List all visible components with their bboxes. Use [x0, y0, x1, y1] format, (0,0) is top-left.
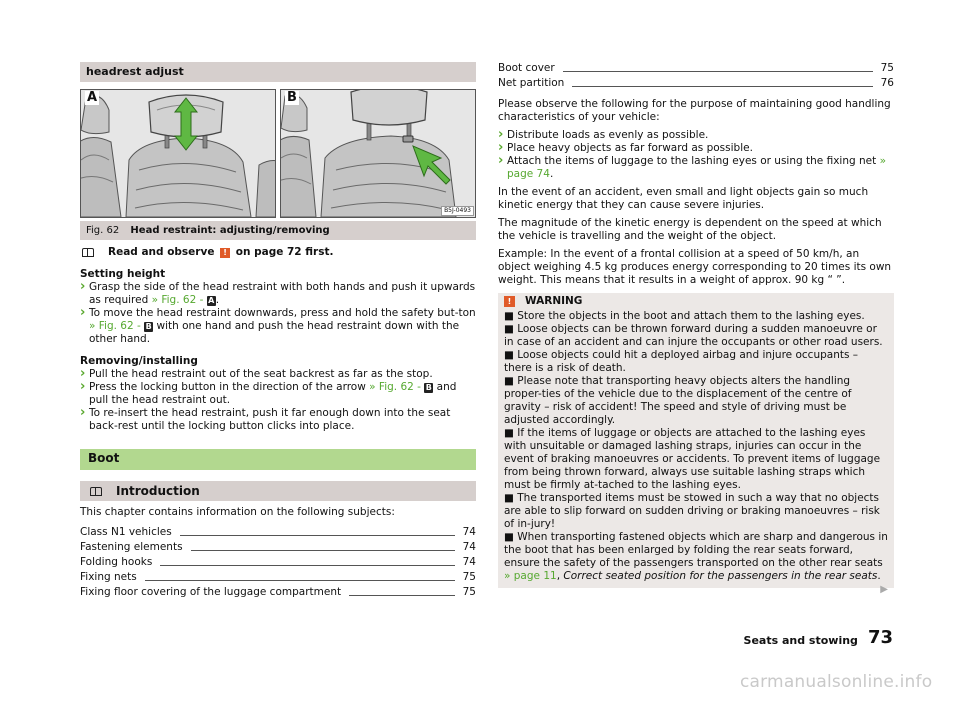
toc-title: Boot cover: [498, 62, 555, 74]
step-end: .: [215, 294, 220, 306]
setting-height-step-1: [80, 281, 476, 307]
warning-sep: ,: [556, 570, 561, 582]
book-icon: [90, 487, 102, 496]
figure-panel-a: [80, 89, 276, 218]
warning-item: ■ The transported items must be stowed in such a way that no objects are able to slip forward on sudden driving or braking manoeuvres – risk of in-jury!: [504, 492, 880, 530]
warning-title: WARNING: [525, 295, 583, 307]
toc-title: Fixing floor covering of the luggage compartment: [80, 586, 342, 598]
figure-title: Head restraint: adjusting/removing: [130, 225, 330, 236]
warning-italic: Correct seated position for the passengers in the rear seats: [563, 570, 878, 582]
introduction-title: Introduction: [116, 483, 200, 498]
bullet-item: › Distribute loads as evenly as possible.: [498, 129, 894, 142]
toc-row[interactable]: [498, 75, 894, 90]
removing-step-2: [80, 381, 476, 407]
toc-page: 75: [462, 586, 476, 598]
left-column: [80, 62, 476, 599]
bullet-text: Attach the items of luggage to the lashing eyes or using the fixing net: [507, 155, 877, 167]
toc-leader: [563, 71, 873, 72]
observe-intro: Please observe the following for the purpose of maintaining good handling characteristics of your vehicle:: [498, 98, 891, 123]
removing-step-3: › To re-insert the head restraint, push it far enough down into the seat back-rest until the locking button clicks into place.: [80, 407, 476, 433]
figure-panel-b: [280, 89, 476, 218]
toc-leader: [349, 595, 455, 596]
fig-62-link[interactable]: » Fig. 62: [151, 294, 197, 306]
toc-page: 74: [462, 541, 476, 553]
warning-end: .: [877, 570, 881, 582]
figure-number: Fig. 62: [86, 225, 120, 236]
chapter-title-bar: Boot: [80, 449, 476, 470]
warning-icon: !: [220, 248, 230, 258]
toc-leader: [572, 86, 872, 87]
key-a-badge: A: [208, 296, 215, 305]
bullet-item: › Place heavy objects as far forward as possible.: [498, 142, 894, 155]
toc-row[interactable]: [80, 584, 476, 599]
figure-label-b: B: [287, 90, 297, 105]
section-title-bar: headrest adjust: [80, 62, 476, 82]
figure-62: [80, 89, 476, 218]
table-of-contents: [80, 524, 476, 599]
page-74-link[interactable]: » page 74: [507, 155, 886, 180]
link-separator: -: [417, 381, 421, 393]
warning-item-last: [504, 531, 888, 595]
step-end: with one hand and push the head restraint down with the other hand.: [89, 320, 460, 345]
toc-page: 75: [880, 62, 894, 74]
book-icon: [82, 248, 94, 257]
toc-page: 74: [462, 526, 476, 538]
toc-title: Fastening elements: [80, 541, 183, 553]
headrest-illustration-b: [281, 90, 476, 217]
read-observe-link[interactable]: on page 72 first.: [235, 246, 334, 258]
bullet-list: [498, 129, 894, 181]
fig-62-link[interactable]: » Fig. 62: [369, 381, 414, 393]
toc-row[interactable]: [80, 539, 476, 554]
headrest-illustration-a: [81, 90, 276, 217]
key-b-badge: B: [145, 322, 152, 331]
toc-row[interactable]: [80, 524, 476, 539]
toc-leader: [160, 565, 454, 566]
step-text: To move the head restraint downwards, press and hold the safety but-ton: [89, 307, 476, 319]
warning-icon: !: [504, 296, 515, 307]
warning-item: ■ Loose objects can be thrown forward during a sudden manoeuvre or in case of an accident and can injure the occupants or other road users.: [504, 323, 883, 348]
key-b-badge: B: [425, 383, 432, 392]
toc-title: Net partition: [498, 77, 565, 89]
warning-item: ■ Store the objects in the boot and attach them to the lashing eyes.: [504, 310, 865, 322]
right-column: [498, 62, 894, 596]
paragraph-2: The magnitude of the kinetic energy is dependent on the speed at which the vehicle is travelling and the weight of the object.: [498, 217, 882, 242]
setting-height-step-2: [80, 307, 476, 346]
bullet-item: [498, 155, 894, 181]
toc-page: 74: [462, 556, 476, 568]
page-footer: [744, 629, 893, 647]
toc-leader: [191, 550, 455, 551]
toc-page: 75: [462, 571, 476, 583]
read-observe-line: [80, 246, 476, 259]
link-separator: -: [137, 320, 141, 332]
toc-row[interactable]: [80, 554, 476, 569]
figure-label-a: A: [87, 90, 98, 105]
warning-item: ■ If the items of luggage or objects are attached to the lashing eyes with unsuitable or damaged lashing straps, injuries can occur in the event of braking manoeuvres or accidents. To prevent items of luggage from being thrown forward, always use suitable lashing straps which must be firmly at-tached to the lashing eyes.: [504, 427, 881, 491]
toc-row[interactable]: [498, 62, 894, 75]
removing-step-1: › Pull the head restraint out of the seat backrest as far as the stop.: [80, 368, 476, 381]
watermark: carmanualsonline.info: [740, 672, 933, 692]
figure-code: B5J-0493: [441, 206, 474, 216]
removing-heading: Removing/installing: [80, 355, 198, 367]
step-text: Press the locking button in the direction of the arrow: [89, 381, 366, 393]
read-observe-before: Read and observe: [108, 246, 215, 258]
bullet-end: .: [549, 168, 554, 180]
page-11-link[interactable]: » page 11: [504, 570, 557, 582]
warning-box: [498, 293, 894, 595]
fig-62-link[interactable]: » Fig. 62: [89, 320, 134, 332]
paragraph-3: Example: In the event of a frontal collision at a speed of 50 km/h, an object weighing 4.5 kg produces energy corresponding to 20 times its own weight. This means that it results in a weight of approx. 90 kg “ ”.: [498, 248, 892, 286]
page-number: 73: [867, 627, 893, 648]
step-end: and pull the head restraint out.: [89, 381, 457, 406]
step-text: Grasp the side of the head restraint with both hands and push it upwards as required: [89, 281, 476, 306]
toc-title: Folding hooks: [80, 556, 153, 568]
link-separator: -: [199, 294, 204, 306]
toc-row[interactable]: [80, 569, 476, 584]
warning-header: [504, 293, 888, 310]
table-of-contents-cont: [498, 62, 894, 90]
toc-page: 76: [880, 77, 894, 89]
introduction-bar: [80, 481, 476, 501]
warning-item: ■ Please note that transporting heavy objects alters the handling proper-ties of the vehicle due to the displacement of the centre of gravity – risk of accident! The speed and style of driving must be adjusted accordingly.: [504, 375, 852, 426]
warning-item: ■ Loose objects could hit a deployed airbag and injure occupants – there is a risk of death.: [504, 349, 859, 374]
paragraph-1: In the event of an accident, even small and light objects gain so much kinetic energy that they can cause severe injuries.: [498, 186, 869, 211]
continue-arrow-icon: ▶: [880, 584, 888, 595]
toc-title: Class N1 vehicles: [80, 526, 172, 538]
toc-leader: [180, 535, 455, 536]
footer-section: Seats and stowing: [743, 634, 858, 647]
toc-title: Fixing nets: [80, 571, 137, 583]
setting-height-heading: Setting height: [80, 268, 166, 280]
introduction-text: This chapter contains information on the following subjects:: [80, 506, 395, 518]
toc-leader: [145, 580, 455, 581]
warning-text: ■ When transporting fastened objects which are sharp and dangerous in the boot that has been enlarged by folding the rear seats forward, ensure the safety of the passengers transported on the other rear seats: [504, 531, 888, 569]
figure-caption: [80, 221, 476, 240]
